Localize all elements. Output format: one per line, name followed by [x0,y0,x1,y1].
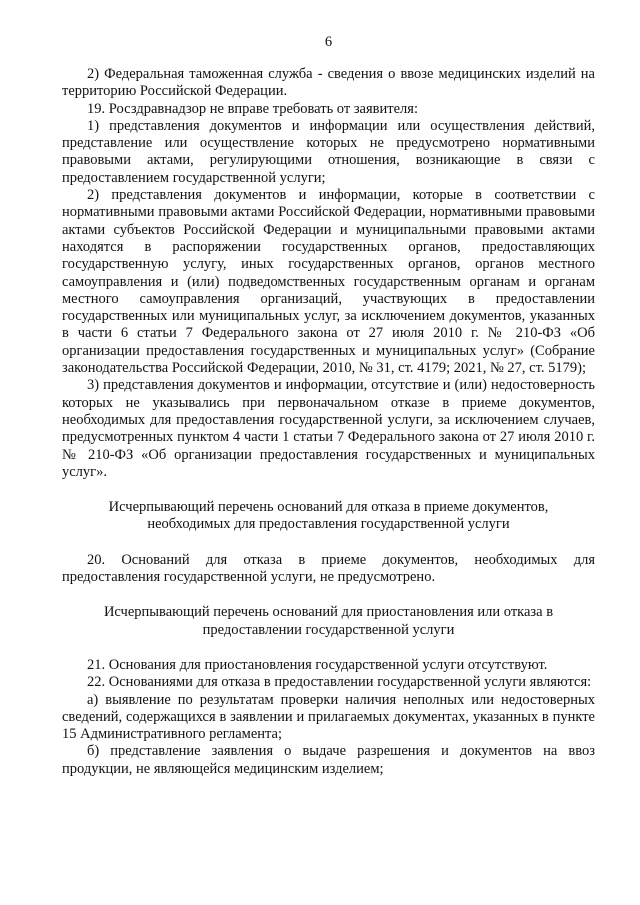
paragraph-22-item-a: а) выявление по результатам проверки наличия неполных или недостоверных сведений, содержащихся в заявлении и прилагаемых документах, указанных в пункте 15 Административного регламента; [62,691,595,743]
paragraph-20: 20. Оснований для отказа в приеме документов, необходимых для предоставления государственной услуги, не предусмотрено. [62,551,595,586]
paragraph-22: 22. Основаниями для отказа в предоставлении государственной услуги являются: [87,674,592,691]
paragraph-customs-service: 2) Федеральная таможенная служба - сведения о ввозе медицинских изделий на территорию Российской Федерации. [62,66,595,100]
section-heading-refusal-of-acceptance: Исчерпывающий перечень оснований для отказа в приеме документов, необходимых для предоставления государственной услуги [108,499,549,533]
paragraph-19-item-2: 2) представления документов и информации, которые в соответствии с нормативными правовыми актами Российской Федерации, нормативными правовыми актами субъектов Российской Федерации и муниципальными правовыми актами находятся в распоряжении государственных органов, предоставляющих государственную услугу, иных государственных органов, органов местного самоуправления и (или) подведомственных государственным органам и органам местного самоуправления организаций, участвующих в предоставлении государственных или муниципальных услуг, за исключением документов, указанных в части 6 статьи 7 Федерального закона от 27 июля 2010 г. № 210-ФЗ «Об организации предоставления государственных и муниципальных услуг» (Собрание законодательства Российской Федерации, 2010, № 31, ст. 4179; 2021, № 27, ст. 5179); [62,187,595,377]
paragraph-21: 21. Основания для приостановления государственной услуги отсутствуют. [87,656,548,673]
paragraph-19: 19. Росздравнадзор не вправе требовать от заявителя: [87,100,418,117]
paragraph-22-item-b: б) представление заявления о выдаче разрешения и документов на ввоз продукции, не являющейся медицинским изделием; [62,743,595,777]
paragraph-19-item-3: 3) представления документов и информации, отсутствие и (или) недостоверность которых не указывались при первоначальном отказе в приеме документов, необходимых для предоставления государственной услуги, за исключением случаев, предусмотренных пунктом 4 части 1 статьи 7 Федерального закона от 27 июля 2010 г. № 210-ФЗ «Об организации предоставления государственных и муниципальных услуг». [62,377,595,480]
document-body [62,66,595,778]
page-number: 6 [324,34,333,50]
paragraph-19-item-1: 1) представления документов и информации или осуществления действий, представление или осуществление которых не предусмотрено нормативными правовыми актами, регулирующими отношения, возникающие в связи с предоставлением государственной услуги; [62,117,595,186]
section-heading-suspension-or-refusal: Исчерпывающий перечень оснований для приостановления или отказа в предоставлении государственной услуги [103,604,554,638]
